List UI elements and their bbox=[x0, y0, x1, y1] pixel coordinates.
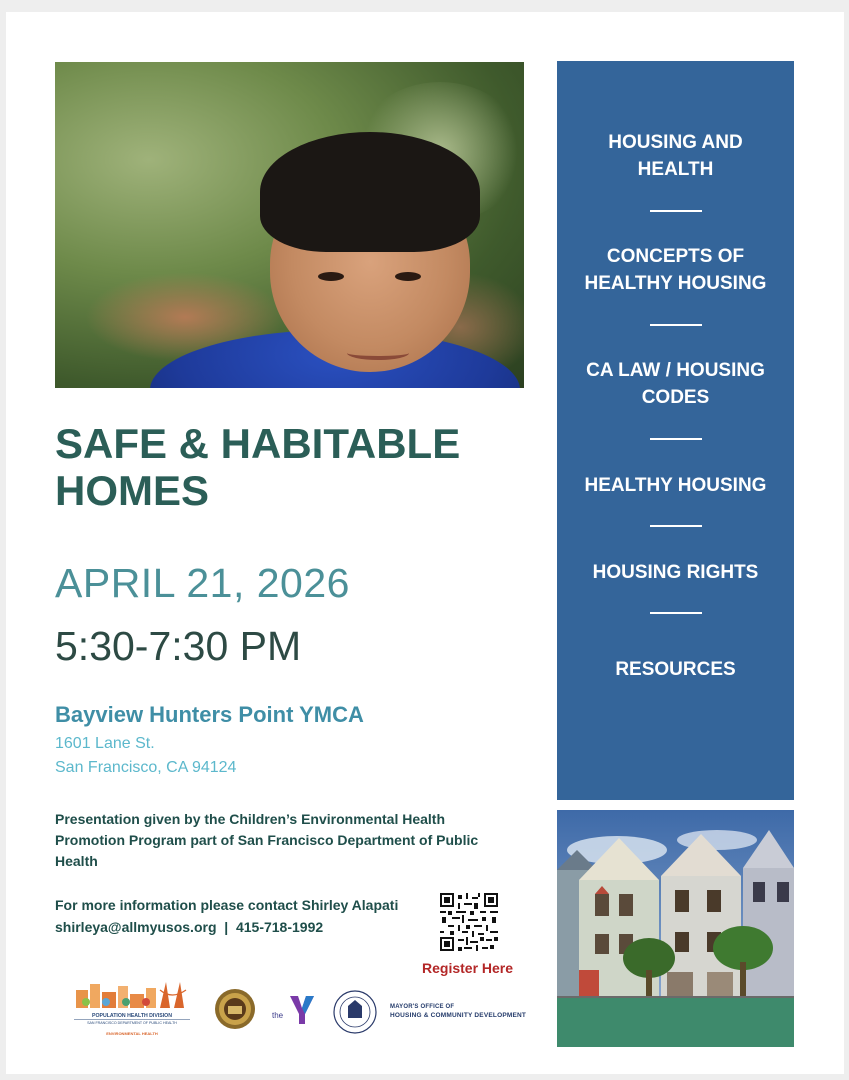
topic-healthy-housing: HEALTHY HOUSING bbox=[584, 475, 767, 496]
svg-text:the: the bbox=[272, 1011, 284, 1020]
topic-concepts-of-healthy-housing: CONCEPTS OF HEALTHY HOUSING bbox=[584, 246, 767, 294]
venue-address-line1: 1601 Lane St. bbox=[55, 735, 155, 752]
hero-photo-boy bbox=[55, 62, 524, 388]
mayors-office-logo-line2: HOUSING & COMMUNITY DEVELOPMENT bbox=[390, 1012, 527, 1019]
topics-sidebar bbox=[557, 61, 794, 800]
ymca-logo bbox=[272, 992, 316, 1026]
city-seal-logo bbox=[214, 988, 256, 1030]
event-time: 5:30-7:30 PM bbox=[55, 623, 302, 669]
county-seal-logo bbox=[333, 990, 377, 1034]
event-date: APRIL 21, 2026 bbox=[55, 560, 350, 606]
topic-housing-and-health: HOUSING AND HEALTH bbox=[608, 132, 743, 180]
topic-ca-law-housing-codes: CA LAW / HOUSING CODES bbox=[586, 360, 765, 408]
topic-divider bbox=[650, 525, 702, 527]
venue-address-line2: San Francisco, CA 94124 bbox=[55, 759, 237, 776]
population-health-division-logo bbox=[70, 980, 194, 1040]
green-footer-band bbox=[557, 998, 794, 1047]
mayors-office-logo-line1: MAYOR'S OFFICE OF bbox=[390, 1004, 455, 1010]
presenter-description: Presentation given by the Children’s Environmental Health Promotion Program part of San Francisco Department of Public Health bbox=[55, 811, 479, 869]
svg-text:ENVIRONMENTAL HEALTH: ENVIRONMENTAL HEALTH bbox=[106, 1031, 158, 1036]
contact-info: For more information please contact Shirley Alapati bbox=[55, 897, 399, 913]
svg-text:SAN FRANCISCO DEPARTMENT OF PU: SAN FRANCISCO DEPARTMENT OF PUBLIC HEALTH bbox=[87, 1021, 177, 1025]
victorian-houses-photo bbox=[557, 810, 794, 1047]
topic-resources: RESOURCES bbox=[615, 659, 736, 680]
event-title: SAFE & HABITABLE HOMES bbox=[55, 420, 461, 514]
register-link[interactable]: Register Here bbox=[422, 960, 514, 976]
topic-divider bbox=[650, 612, 702, 614]
topic-divider bbox=[650, 210, 702, 212]
topic-divider bbox=[650, 324, 702, 326]
contact-email-phone[interactable]: shirleya@allmyusos.org | 415-718-1992 bbox=[55, 919, 324, 935]
event-venue: Bayview Hunters Point YMCA bbox=[55, 702, 364, 727]
topic-divider bbox=[650, 438, 702, 440]
qr-code-icon[interactable] bbox=[440, 893, 498, 951]
svg-text:POPULATION HEALTH DIVISION: POPULATION HEALTH DIVISION bbox=[92, 1013, 172, 1019]
topic-housing-rights: HOUSING RIGHTS bbox=[592, 562, 759, 583]
